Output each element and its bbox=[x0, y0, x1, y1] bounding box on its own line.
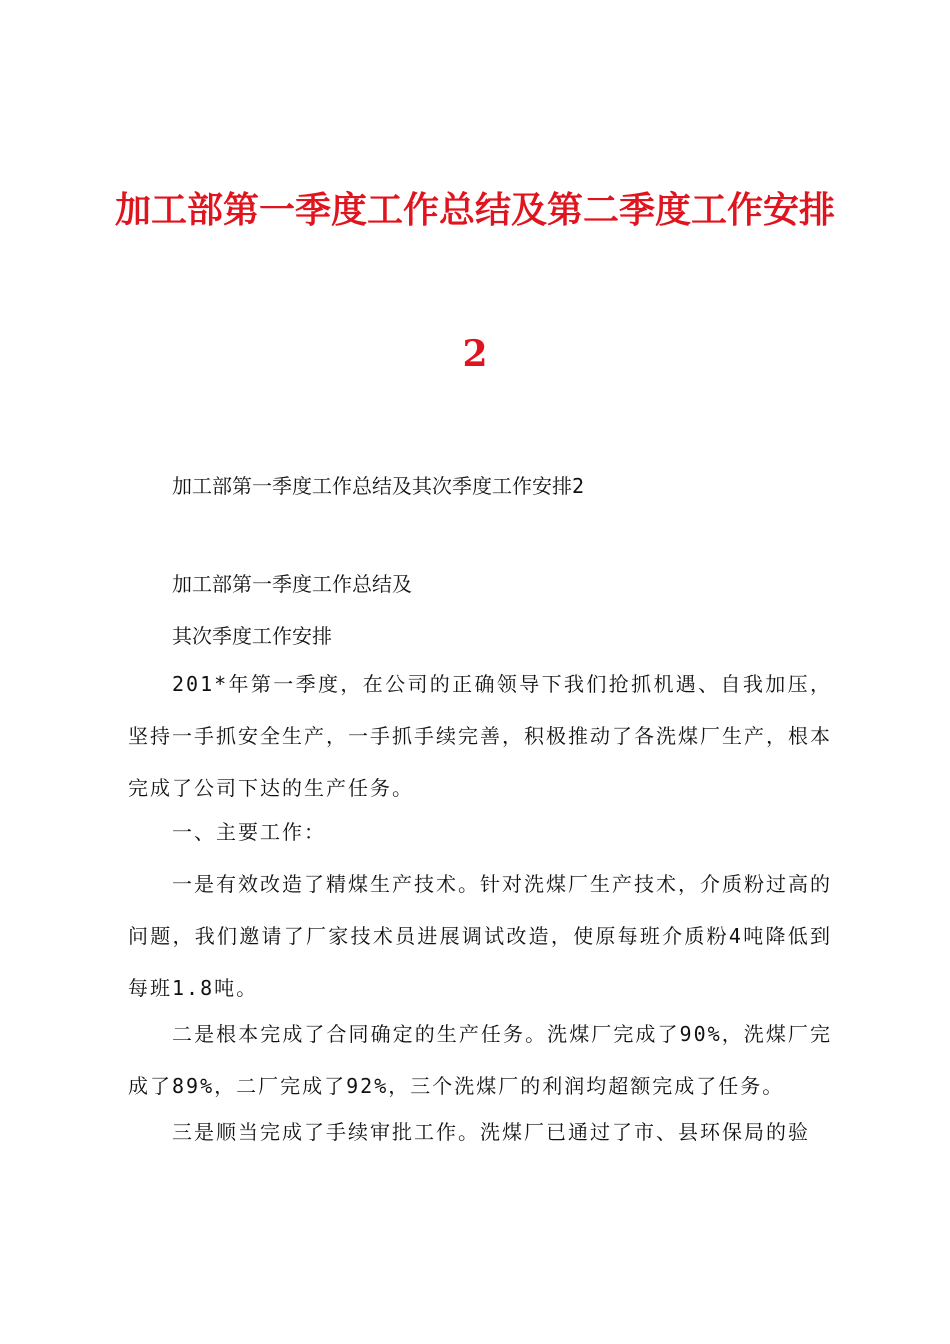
paragraph-item-one: 一是有效改造了精煤生产技术。针对洗煤厂生产技术，介质粉过高的问题，我们邀请了厂家技术员进展调试改造，使原每班介质粉4吨降低到每班1.8吨。 bbox=[128, 872, 832, 1000]
paragraph-item-three: 三是顺当完成了手续审批工作。洗煤厂已通过了市、县环保局的验 bbox=[172, 1120, 810, 1144]
document-subtitle: 加工部第一季度工作总结及其次季度工作安排2 bbox=[172, 474, 585, 498]
paragraph-main-work-heading: 一、主要工作： bbox=[172, 820, 326, 844]
paragraph-intro: 201*年第一季度，在公司的正确领导下我们抢抓机遇、自我加压，坚持一手抓安全生产，一手抓手续完善，积极推动了各洗煤厂生产，根本完成了公司下达的生产任务。 bbox=[128, 672, 832, 800]
document-title-number: 2 bbox=[462, 333, 488, 375]
section-heading-line2: 其次季度工作安排 bbox=[172, 624, 332, 648]
section-heading-line1: 加工部第一季度工作总结及 bbox=[172, 572, 412, 596]
paragraph-item-two: 二是根本完成了合同确定的生产任务。洗煤厂完成了90%，洗煤厂完成了89%，二厂完成了92%，三个洗煤厂的利润均超额完成了任务。 bbox=[128, 1022, 832, 1098]
document-title: 加工部第一季度工作总结及第二季度工作安排 bbox=[114, 189, 835, 231]
